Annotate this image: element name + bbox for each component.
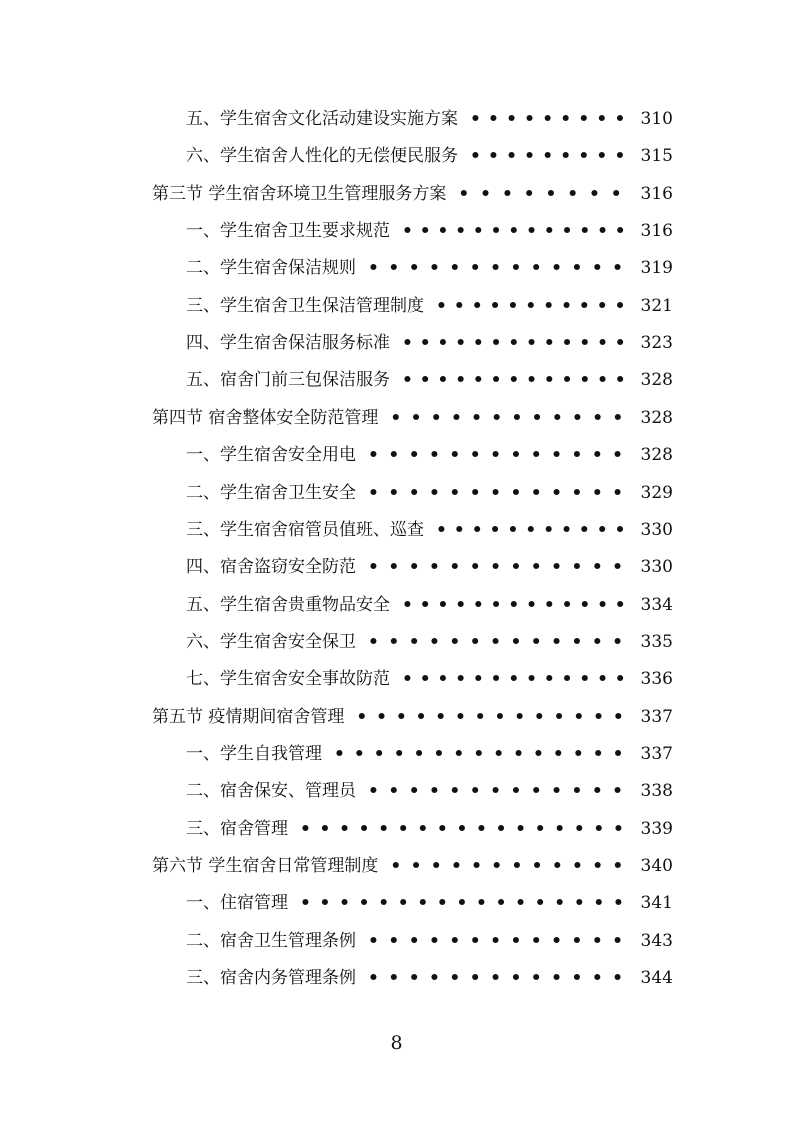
toc-subsection-entry bbox=[186, 739, 673, 769]
toc-subsection-entry bbox=[186, 104, 673, 134]
toc-subsection-entry bbox=[186, 515, 673, 545]
toc-entry-page: 328 bbox=[640, 407, 673, 428]
toc-entry-title: 六、学生宿舍安全保卫 bbox=[186, 631, 356, 652]
toc-subsection-entry bbox=[186, 216, 673, 246]
toc-section-entry bbox=[152, 179, 673, 209]
toc-dot-leader: ••••••••••••• bbox=[368, 445, 633, 466]
toc-entry-page: 341 bbox=[640, 893, 673, 914]
toc-entry-title: 第三节 学生宿舍环境卫生管理服务方案 bbox=[152, 183, 447, 204]
toc-dot-leader: ••••••••••••• bbox=[402, 370, 633, 391]
toc-entry-title: 第六节 学生宿舍日常管理制度 bbox=[152, 856, 379, 876]
toc-entry-title: 五、学生宿舍贵重物品安全 bbox=[186, 594, 390, 615]
toc-entry-page: 316 bbox=[640, 183, 673, 204]
toc-subsection-entry bbox=[186, 814, 673, 844]
toc-dot-leader: ••••••••••••• bbox=[368, 930, 633, 951]
toc-entry-page: 316 bbox=[640, 221, 673, 242]
toc-entry-page: 330 bbox=[640, 519, 673, 540]
toc-subsection-entry bbox=[186, 776, 673, 806]
toc-section-entry bbox=[152, 851, 673, 881]
toc-dot-leader: ••••••••••••• bbox=[402, 594, 633, 615]
toc-entry-title: 四、宿舍盗窃安全防范 bbox=[186, 557, 356, 578]
toc-entry-page: 337 bbox=[640, 706, 673, 727]
toc-entry-title: 三、宿舍内务管理条例 bbox=[186, 968, 356, 989]
toc-dot-leader: ••••••••••••• bbox=[402, 221, 633, 242]
toc-dot-leader: •••••••••••••• bbox=[356, 706, 633, 727]
toc-entry-page: 315 bbox=[640, 146, 673, 167]
toc-subsection-entry bbox=[186, 328, 673, 358]
toc-dot-leader: ••••••••••• bbox=[436, 295, 633, 316]
toc-dot-leader: ••••••••••••••••• bbox=[300, 893, 633, 914]
toc-entry-page: 319 bbox=[640, 258, 673, 279]
toc-subsection-entry bbox=[186, 888, 673, 918]
toc-entry-title: 一、学生宿舍卫生要求规范 bbox=[186, 221, 390, 242]
toc-dot-leader: ••••••••••••• bbox=[368, 557, 633, 578]
toc-entry-title: 二、宿舍保安、管理员 bbox=[186, 781, 356, 802]
toc-section-entry bbox=[152, 702, 673, 732]
toc-entry-title: 一、学生自我管理 bbox=[186, 743, 322, 764]
toc-entry-title: 五、宿舍门前三包保洁服务 bbox=[186, 370, 390, 391]
toc-dot-leader: •••••••• bbox=[458, 183, 633, 204]
toc-entry-title: 七、学生宿舍安全事故防范 bbox=[186, 669, 390, 690]
toc-dot-leader: ••••••••••••• bbox=[368, 258, 633, 279]
toc-dot-leader: ••••••••••••••••• bbox=[300, 818, 633, 839]
toc-subsection-entry bbox=[186, 253, 673, 283]
toc-dot-leader: ••••••••••••• bbox=[402, 333, 633, 354]
toc-entry-title: 一、学生宿舍安全用电 bbox=[186, 445, 356, 466]
toc-entry-page: 328 bbox=[640, 370, 673, 391]
toc-dot-leader: ••••••••••••• bbox=[368, 968, 633, 989]
toc-entry-title: 三、学生宿舍卫生保洁管理制度 bbox=[186, 295, 424, 316]
toc-subsection-entry bbox=[186, 440, 673, 470]
toc-subsection-entry bbox=[186, 627, 673, 657]
toc-dot-leader: ••••••••••••• bbox=[402, 669, 633, 690]
toc-entry-title: 第五节 疫情期间宿舍管理 bbox=[152, 706, 345, 727]
toc-dot-leader: •••••••••••• bbox=[390, 856, 633, 876]
toc-subsection-entry bbox=[186, 291, 673, 321]
toc-entry-page: 328 bbox=[640, 445, 673, 466]
toc-subsection-entry bbox=[186, 141, 673, 171]
toc-entry-page: 336 bbox=[640, 669, 673, 690]
toc-dot-leader: ••••••••••• bbox=[436, 519, 633, 540]
toc-entry-title: 三、宿舍管理 bbox=[186, 818, 288, 839]
toc-entry-title: 一、住宿管理 bbox=[186, 893, 288, 914]
toc-entry-title: 五、学生宿舍文化活动建设实施方案 bbox=[186, 109, 458, 129]
toc-entry-title: 六、学生宿舍人性化的无偿便民服务 bbox=[186, 146, 458, 167]
toc-entry-title: 三、学生宿舍宿管员值班、巡查 bbox=[186, 519, 424, 540]
toc-entry-page: 340 bbox=[640, 856, 673, 876]
toc-dot-leader: ••••••••• bbox=[470, 109, 633, 129]
toc-dot-leader: ••••••••••••••• bbox=[334, 743, 633, 764]
toc-dot-leader: ••••••••• bbox=[470, 146, 633, 167]
toc-entry-page: 339 bbox=[640, 818, 673, 839]
toc-entry-page: 330 bbox=[640, 557, 673, 578]
toc-entry-page: 334 bbox=[640, 594, 673, 615]
toc-dot-leader: ••••••••••••• bbox=[368, 781, 633, 802]
toc-entry-title: 四、学生宿舍保洁服务标准 bbox=[186, 333, 390, 354]
toc-subsection-entry bbox=[186, 365, 673, 395]
toc-subsection-entry bbox=[186, 552, 673, 582]
toc-entry-page: 338 bbox=[640, 781, 673, 802]
toc-dot-leader: ••••••••••••• bbox=[368, 631, 633, 652]
toc-subsection-entry bbox=[186, 478, 673, 508]
toc-entry-page: 321 bbox=[640, 295, 673, 316]
toc-entry-title: 二、学生宿舍保洁规则 bbox=[186, 258, 356, 279]
toc-dot-leader: ••••••••••••• bbox=[368, 482, 633, 503]
toc-entry-page: 335 bbox=[640, 631, 673, 652]
toc-entry-title: 二、宿舍卫生管理条例 bbox=[186, 930, 356, 951]
toc-section-entry bbox=[152, 403, 673, 433]
page-number: 8 bbox=[390, 1032, 403, 1054]
toc-subsection-entry bbox=[186, 926, 673, 956]
toc-entry-title: 第四节 宿舍整体安全防范管理 bbox=[152, 407, 379, 428]
toc-entry-title: 二、学生宿舍卫生安全 bbox=[186, 482, 356, 503]
toc-entry-page: 323 bbox=[640, 333, 673, 354]
toc-subsection-entry bbox=[186, 963, 673, 993]
toc-entry-page: 344 bbox=[640, 968, 673, 989]
toc-entry-page: 343 bbox=[640, 930, 673, 951]
toc-entry-page: 337 bbox=[640, 743, 673, 764]
toc-dot-leader: •••••••••••• bbox=[390, 407, 633, 428]
toc-entry-page: 329 bbox=[640, 482, 673, 503]
toc-subsection-entry bbox=[186, 664, 673, 694]
toc-entry-page: 310 bbox=[640, 109, 673, 129]
toc-subsection-entry bbox=[186, 590, 673, 620]
